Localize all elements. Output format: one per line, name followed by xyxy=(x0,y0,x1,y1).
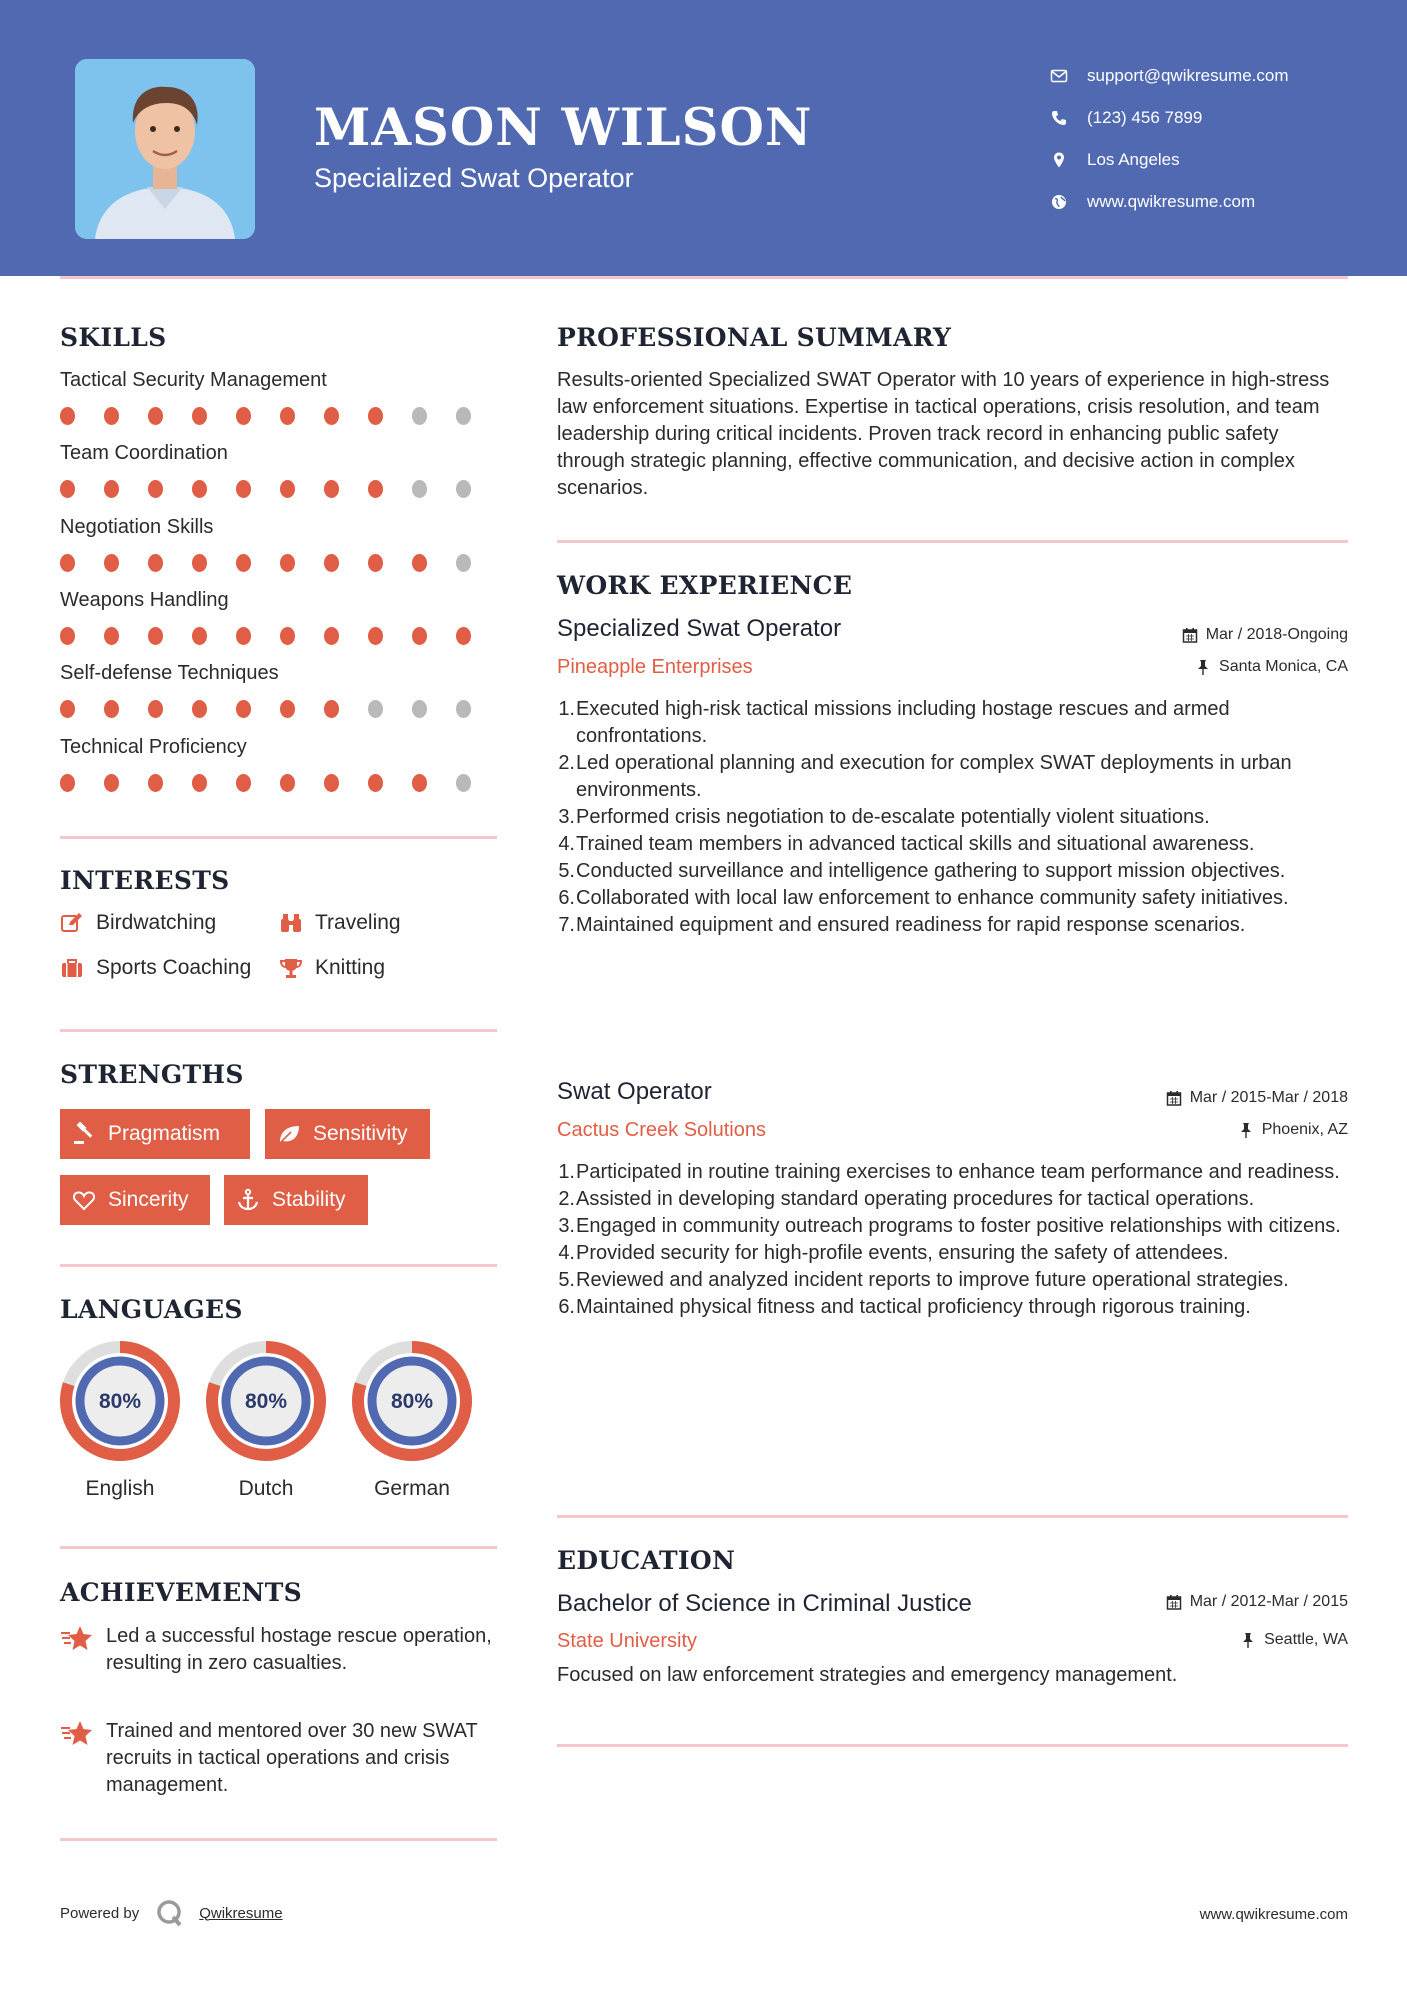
skill-name: Technical Proficiency xyxy=(60,735,247,758)
rating-dot-empty xyxy=(456,407,471,425)
rating-dot-filled xyxy=(236,407,251,425)
rating-dot-filled xyxy=(192,774,207,792)
calendar-icon xyxy=(1166,1594,1182,1610)
briefcase-icon xyxy=(60,956,84,980)
skills-heading: SKILLS xyxy=(60,323,167,352)
achievement-text: Led a successful hostage rescue operation, resulting in zero casualties. xyxy=(106,1625,492,1674)
job-bullet xyxy=(557,804,1357,831)
education-dates xyxy=(1166,1593,1348,1611)
skill-rating xyxy=(60,627,500,645)
rating-dot-filled xyxy=(412,627,427,645)
education-divider xyxy=(557,1744,1348,1747)
rating-dot-empty xyxy=(412,700,427,718)
language-percent: 80% xyxy=(98,1390,142,1413)
bullet-number: 3. xyxy=(558,806,575,828)
rating-dot-filled xyxy=(324,554,339,572)
interest-item xyxy=(279,911,401,935)
job-location xyxy=(1238,1121,1348,1139)
strength-badge xyxy=(224,1175,368,1225)
job-dates-text: Mar / 2018-Ongoing xyxy=(1205,626,1348,643)
bullet-text: Trained team members in advanced tactical skills and situational awareness. xyxy=(576,833,1255,855)
rating-dot-filled xyxy=(324,700,339,718)
strength-label: Sincerity xyxy=(108,1188,189,1211)
rating-dot-filled xyxy=(104,554,119,572)
languages-divider xyxy=(60,1546,497,1549)
header-divider xyxy=(60,276,1348,279)
rating-dot-filled xyxy=(324,774,339,792)
education-location xyxy=(1240,1631,1348,1649)
rating-dot-filled xyxy=(60,480,75,498)
skill-item xyxy=(60,442,500,498)
job-bullet xyxy=(557,912,1357,939)
rating-dot-filled xyxy=(456,627,471,645)
bullet-number: 2. xyxy=(558,752,575,774)
pushpin-icon xyxy=(1238,1122,1254,1138)
summary-divider xyxy=(557,540,1348,543)
gavel-icon xyxy=(72,1122,96,1146)
strength-badge xyxy=(60,1175,210,1225)
job-bullet xyxy=(557,1213,1357,1240)
rating-dot-filled xyxy=(236,774,251,792)
achievements-divider xyxy=(60,1838,497,1841)
rating-dot-filled xyxy=(368,627,383,645)
bullet-text: Collaborated with local law enforcement to enhance community safety initiatives. xyxy=(576,887,1289,909)
contact-email-text: support@qwikresume.com xyxy=(1087,66,1289,85)
contact-location-text: Los Angeles xyxy=(1087,150,1180,169)
bullet-number: 3. xyxy=(558,1215,575,1237)
contact-email[interactable] xyxy=(1050,55,1380,97)
degree-title: Bachelor of Science in Criminal Justice xyxy=(557,1590,972,1617)
job-bullet xyxy=(557,696,1357,750)
rating-dot-filled xyxy=(192,480,207,498)
pushpin-icon xyxy=(1195,659,1211,675)
language-progress-ring xyxy=(350,1339,474,1463)
job-bullet xyxy=(557,1186,1357,1213)
rating-dot-filled xyxy=(324,627,339,645)
skill-name: Team Coordination xyxy=(60,442,228,465)
candidate-title: Specialized Swat Operator xyxy=(314,163,634,193)
rating-dot-filled xyxy=(368,554,383,572)
skill-item xyxy=(60,516,500,572)
bullet-number: 5. xyxy=(558,860,575,882)
bullet-text: Engaged in community outreach programs to foster positive relationships with citizens. xyxy=(576,1215,1341,1237)
rating-dot-filled xyxy=(324,407,339,425)
contact-phone[interactable] xyxy=(1050,97,1380,139)
rating-dot-filled xyxy=(104,480,119,498)
language-name: German xyxy=(374,1477,450,1500)
job-dates-text: Mar / 2015-Mar / 2018 xyxy=(1189,1089,1348,1106)
job-bullet xyxy=(557,831,1357,858)
qwikresume-logo-icon xyxy=(155,1898,185,1928)
profile-photo xyxy=(75,59,255,239)
rating-dot-empty xyxy=(412,407,427,425)
interest-item xyxy=(60,956,251,980)
rating-dot-empty xyxy=(368,700,383,718)
rating-dot-filled xyxy=(236,480,251,498)
heart-icon xyxy=(72,1188,96,1212)
header-banner xyxy=(0,0,1407,276)
interest-label: Sports Coaching xyxy=(96,956,252,979)
skill-name: Tactical Security Management xyxy=(60,369,327,391)
job-location-text: Phoenix, AZ xyxy=(1261,1121,1348,1138)
interest-label: Birdwatching xyxy=(96,911,217,934)
job-bullet xyxy=(557,858,1357,885)
bullet-number: 2. xyxy=(558,1188,575,1210)
bullet-number: 5. xyxy=(558,1269,575,1291)
bullet-text: Reviewed and analyzed incident reports to improve future operational strategies. xyxy=(576,1269,1289,1291)
job-bullet xyxy=(557,1294,1357,1321)
achievements-heading: ACHIEVEMENTS xyxy=(60,1578,302,1607)
star-icon xyxy=(60,1623,92,1655)
company-name: Pineapple Enterprises xyxy=(557,656,753,678)
job-location-text: Santa Monica, CA xyxy=(1219,658,1348,675)
strengths-heading: STRENGTHS xyxy=(60,1060,244,1089)
candidate-name: MASON WILSON xyxy=(314,98,813,158)
skill-item xyxy=(60,736,500,792)
strength-badge xyxy=(265,1109,430,1159)
school-name: State University xyxy=(557,1630,698,1652)
bullet-number: 4. xyxy=(558,1242,575,1264)
rating-dot-filled xyxy=(60,774,75,792)
achievement-item xyxy=(60,1718,500,1799)
education-dates-text: Mar / 2012-Mar / 2015 xyxy=(1189,1593,1348,1610)
skill-rating xyxy=(60,774,500,792)
experience-divider xyxy=(557,1515,1348,1518)
bullet-text: Performed crisis negotiation to de-escalate potentially violent situations. xyxy=(576,806,1210,828)
skill-rating xyxy=(60,480,500,498)
bullet-text: Conducted surveillance and intelligence gathering to support mission objectives. xyxy=(576,860,1286,882)
rating-dot-filled xyxy=(104,627,119,645)
bullet-text: Executed high-risk tactical missions including hostage rescues and armed confrontations. xyxy=(576,698,1230,747)
rating-dot-filled xyxy=(104,774,119,792)
language-item xyxy=(204,1339,328,1501)
interest-item xyxy=(60,911,216,935)
strength-badge xyxy=(60,1109,250,1159)
rating-dot-filled xyxy=(148,700,163,718)
bullet-text: Provided security for high-profile events, ensuring the safety of attendees. xyxy=(576,1242,1229,1264)
rating-dot-filled xyxy=(192,407,207,425)
education-location-text: Seattle, WA xyxy=(1264,1631,1348,1648)
footer-powered-by xyxy=(60,1898,283,1928)
rating-dot-filled xyxy=(104,407,119,425)
strength-label: Pragmatism xyxy=(108,1122,221,1145)
rating-dot-empty xyxy=(456,480,471,498)
envelope-icon xyxy=(1050,67,1087,85)
education-heading: EDUCATION xyxy=(557,1546,736,1575)
languages-heading: LANGUAGES xyxy=(60,1295,243,1324)
bullet-text: Assisted in developing standard operating procedures for tactical operations. xyxy=(576,1188,1255,1210)
strength-label: Sensitivity xyxy=(313,1122,408,1145)
rating-dot-filled xyxy=(324,480,339,498)
job-bullet xyxy=(557,1240,1357,1267)
pencil-square-icon xyxy=(60,911,84,935)
summary-text: Results-oriented Specialized SWAT Operator with 10 years of experience in high-stress law enforcement situations. Expertise in tactical operations, crisis resolution, and team leadership during critical incidents. Proven track record in enhancing public safety through strategic planning, effective communication, and decisive action in complex scenarios. xyxy=(557,369,1330,499)
binoculars-icon xyxy=(279,911,303,935)
pushpin-icon xyxy=(1240,1632,1256,1648)
summary-heading: PROFESSIONAL SUMMARY xyxy=(557,323,952,352)
phone-icon xyxy=(1050,109,1087,127)
rating-dot-filled xyxy=(412,774,427,792)
job-bullets xyxy=(557,1159,1357,1321)
job-bullets xyxy=(557,696,1357,939)
language-progress-ring xyxy=(58,1339,182,1463)
rating-dot-filled xyxy=(60,407,75,425)
star-icon xyxy=(60,1718,92,1750)
skills-divider xyxy=(60,836,497,839)
rating-dot-filled xyxy=(60,700,75,718)
footer-website[interactable]: www.qwikresume.com xyxy=(1199,1906,1348,1923)
contact-location xyxy=(1050,139,1380,181)
interests-divider xyxy=(60,1029,497,1032)
rating-dot-empty xyxy=(412,480,427,498)
bullet-number: 6. xyxy=(558,1296,575,1318)
experience-heading: WORK EXPERIENCE xyxy=(557,571,853,600)
interest-label: Knitting xyxy=(315,956,386,979)
skill-rating xyxy=(60,407,500,425)
rating-dot-filled xyxy=(192,700,207,718)
rating-dot-filled xyxy=(192,554,207,572)
rating-dot-filled xyxy=(280,774,295,792)
job-dates xyxy=(1166,1089,1348,1107)
bullet-number: 1. xyxy=(558,1161,575,1183)
rating-dot-filled xyxy=(148,774,163,792)
skill-rating xyxy=(60,554,500,572)
map-marker-icon xyxy=(1050,151,1087,169)
interest-item xyxy=(279,956,385,980)
job-title: Specialized Swat Operator xyxy=(557,615,842,642)
language-item xyxy=(58,1339,182,1501)
contact-phone-text: (123) 456 7899 xyxy=(1087,108,1203,127)
job-bullet xyxy=(557,885,1357,912)
interests-heading: INTERESTS xyxy=(60,866,230,895)
skill-name: Weapons Handling xyxy=(60,588,229,611)
contact-list xyxy=(1050,55,1380,223)
rating-dot-empty xyxy=(456,774,471,792)
interest-label: Traveling xyxy=(315,911,401,934)
skill-item xyxy=(60,369,500,425)
education-description: Focused on law enforcement strategies and emergency management. xyxy=(557,1664,1178,1686)
achievement-text: Trained and mentored over 30 new SWAT recruits in tactical operations and crisis management. xyxy=(106,1720,478,1796)
rating-dot-filled xyxy=(368,480,383,498)
rating-dot-filled xyxy=(280,480,295,498)
rating-dot-filled xyxy=(236,627,251,645)
rating-dot-filled xyxy=(148,627,163,645)
rating-dot-filled xyxy=(368,407,383,425)
rating-dot-filled xyxy=(236,700,251,718)
bullet-number: 7. xyxy=(558,914,575,936)
rating-dot-filled xyxy=(280,627,295,645)
job-title: Swat Operator xyxy=(557,1078,712,1105)
strengths-divider xyxy=(60,1264,497,1267)
skill-item xyxy=(60,662,500,718)
rating-dot-filled xyxy=(280,700,295,718)
rating-dot-filled xyxy=(192,627,207,645)
language-name: Dutch xyxy=(238,1477,294,1500)
skill-rating xyxy=(60,700,500,718)
job-bullet xyxy=(557,1159,1357,1186)
qwikresume-link[interactable]: Qwikresume xyxy=(199,1904,283,1922)
rating-dot-filled xyxy=(412,554,427,572)
rating-dot-empty xyxy=(456,554,471,572)
skill-name: Self-defense Techniques xyxy=(60,662,279,685)
job-bullet xyxy=(557,750,1357,804)
job-dates xyxy=(1182,626,1348,644)
skill-name: Negotiation Skills xyxy=(60,515,214,538)
skill-item xyxy=(60,589,500,645)
bullet-text: Led operational planning and execution for complex SWAT deployments in urban environments. xyxy=(576,752,1292,801)
rating-dot-filled xyxy=(368,774,383,792)
language-percent: 80% xyxy=(244,1390,288,1413)
rating-dot-filled xyxy=(104,700,119,718)
leaf-icon xyxy=(277,1122,301,1146)
rating-dot-filled xyxy=(280,407,295,425)
rating-dot-filled xyxy=(60,554,75,572)
bullet-text: Maintained equipment and ensured readiness for rapid response scenarios. xyxy=(576,914,1246,936)
rating-dot-empty xyxy=(456,700,471,718)
company-name: Cactus Creek Solutions xyxy=(557,1119,766,1141)
rating-dot-filled xyxy=(148,407,163,425)
contact-website[interactable] xyxy=(1050,181,1380,223)
achievement-item xyxy=(60,1623,500,1677)
rating-dot-filled xyxy=(148,480,163,498)
contact-website-text: www.qwikresume.com xyxy=(1087,192,1256,211)
powered-by-text: Powered by xyxy=(60,1904,140,1922)
language-item xyxy=(350,1339,474,1501)
rating-dot-filled xyxy=(60,627,75,645)
job-location xyxy=(1195,658,1348,676)
language-name: English xyxy=(85,1477,155,1500)
calendar-icon xyxy=(1182,627,1198,643)
language-percent: 80% xyxy=(390,1390,434,1413)
calendar-icon xyxy=(1166,1090,1182,1106)
job-bullet xyxy=(557,1267,1357,1294)
rating-dot-filled xyxy=(280,554,295,572)
bullet-number: 6. xyxy=(558,887,575,909)
anchor-icon xyxy=(236,1188,260,1212)
bullet-number: 4. xyxy=(558,833,575,855)
bullet-number: 1. xyxy=(558,698,575,720)
rating-dot-filled xyxy=(236,554,251,572)
rating-dot-filled xyxy=(148,554,163,572)
profile-photo-portrait xyxy=(75,59,255,239)
bullet-text: Participated in routine training exercises to enhance team performance and readiness. xyxy=(576,1161,1340,1183)
strength-label: Stability xyxy=(272,1188,346,1211)
globe-icon xyxy=(1050,193,1087,211)
trophy-icon xyxy=(279,956,303,980)
bullet-text: Maintained physical fitness and tactical proficiency through rigorous training. xyxy=(576,1296,1251,1318)
language-progress-ring xyxy=(204,1339,328,1463)
